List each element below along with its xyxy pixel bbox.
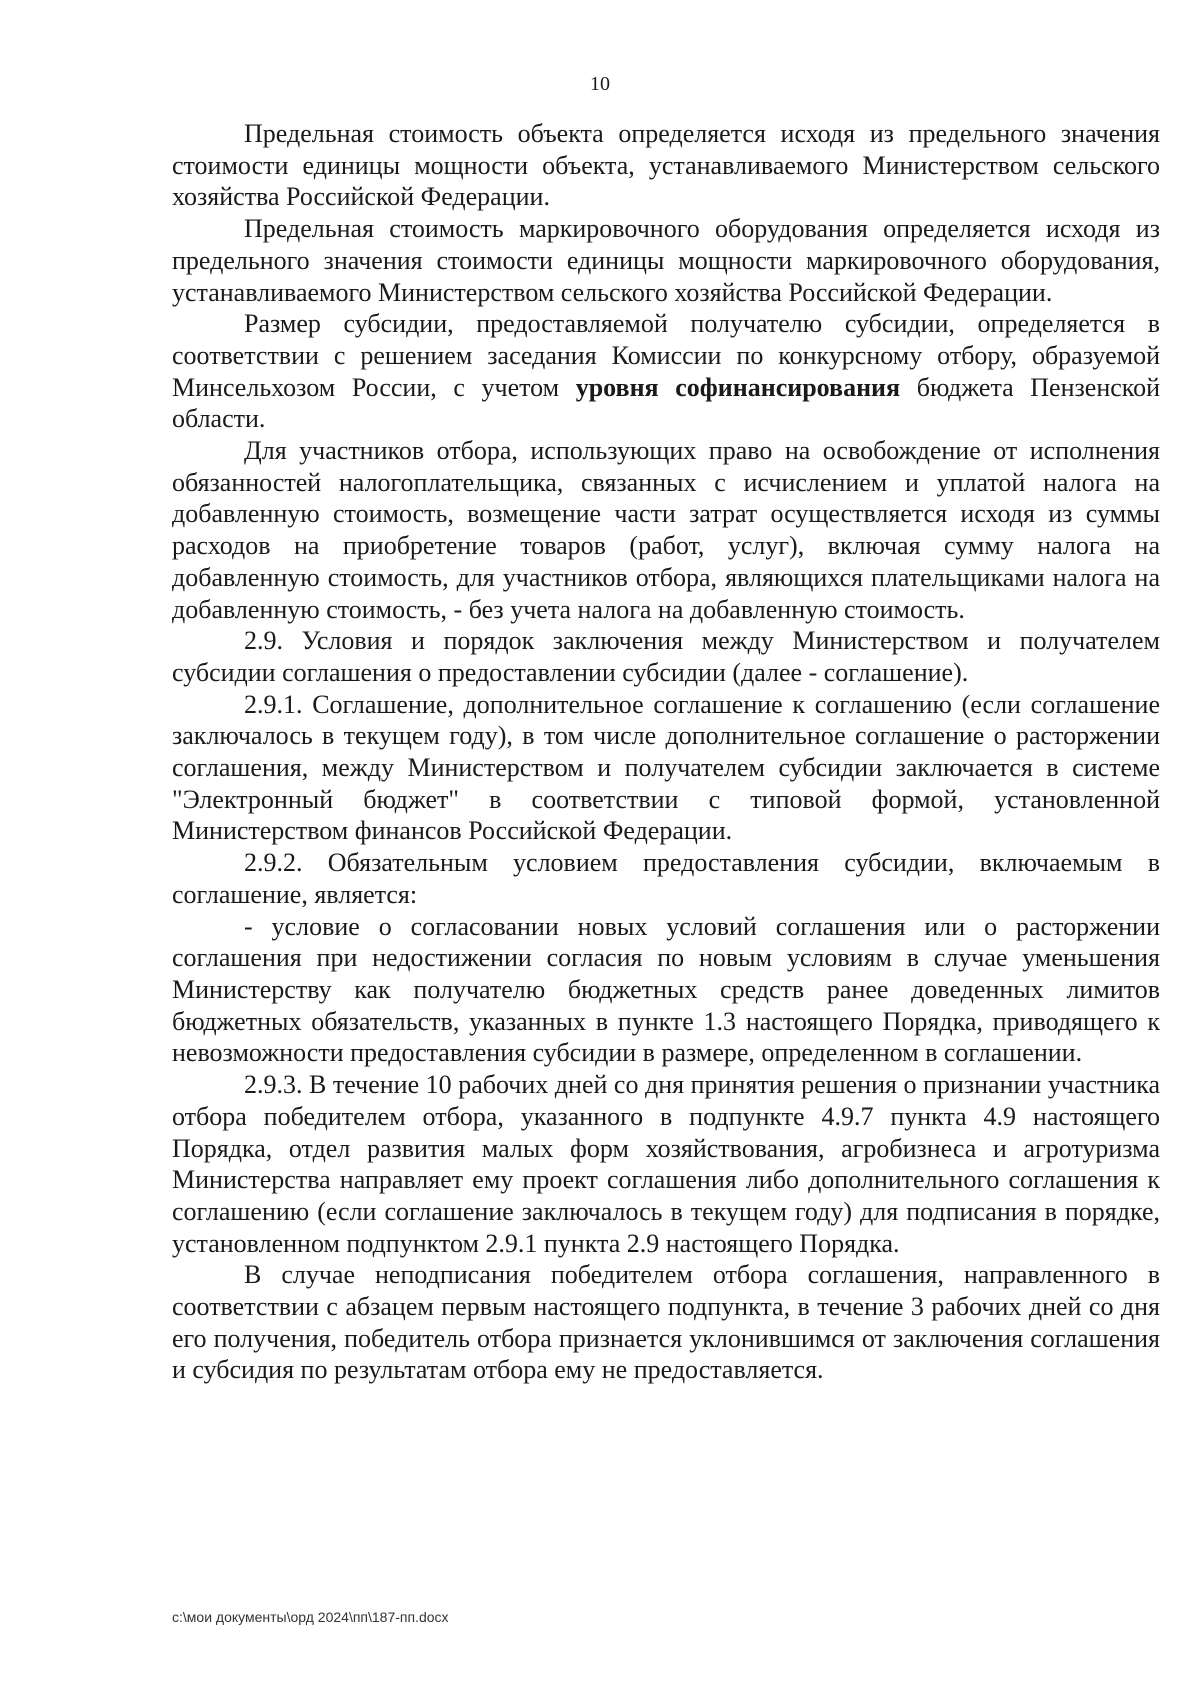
cofinancing-level-emphasis: уровня софинансирования xyxy=(575,372,901,402)
paragraph-condition-list-item: - условие о согласовании новых условий соглашения или о расторжении соглашения при недостижении согласия по новым условиям в случае уменьшения Министерству как получателю бюджетных средств ранее доведенных лимитов бюджетных обязательств, указанных в пункте 1.3 настоящего Порядка, приводящего к невозможности предоставления субсидии в размере, определенном в соглашении. xyxy=(172,911,1160,1068)
paragraph-max-marking-equipment-cost: Предельная стоимость маркировочного оборудования определяется исходя из предельного значения стоимости единицы мощности маркировочного оборудования, устанавливаемого Министерством сельского хозяйства Российской Федерации. xyxy=(172,214,1160,307)
paragraph-2-9-agreement-conditions: 2.9. Условия и порядок заключения между Министерством и получателем субсидии соглашения о предоставлении субсидии (далее - соглашение). xyxy=(172,626,1160,687)
subsidy-amount-text-start: Размер субсидии, предоставляемой получателю субсидии, определяется в соответствии с решением заседания Комиссии по конкурсному отбору, образуемой Минсельхозом России, с учетом xyxy=(172,309,1160,402)
subsidy-amount-text-end: бюджета Пензенской области. xyxy=(172,372,1160,434)
paragraph-2-9-1-agreement: 2.9.1. Соглашение, дополнительное соглашение к соглашению (если соглашение заключалось в текущем году), в том числе дополнительное соглашение о расторжении соглашения, между Министерством и получателем субсидии заключается в системе "Электронный бюджет" в соответствии с типовой формой, установленной Министерством финансов Российской Федерации. xyxy=(172,689,1160,846)
document-body xyxy=(172,118,1160,1386)
paragraph-subsidy-amount xyxy=(172,308,1160,435)
paragraph-2-9-2-mandatory-condition: 2.9.2. Обязательным условием предоставления субсидии, включаемым в соглашение, является: xyxy=(172,848,1160,909)
paragraph-vat-exemption: Для участников отбора, использующих право на освобождение от исполнения обязанностей налогоплательщика, связанных с исчислением и уплатой налога на добавленную стоимость, возмещение части затрат осуществляется исходя из суммы расходов на приобретение товаров (работ, услуг), включая сумму налога на добавленную стоимость, для участников отбора, являющихся плательщиками налога на добавленную стоимость, - без учета налога на добавленную стоимость. xyxy=(172,436,1160,624)
paragraph-non-signing: В случае неподписания победителем отбора соглашения, направленного в соответствии с абзацем первым настоящего подпункта, в течение 3 рабочих дней со дня его получения, победитель отбора признается уклонившимся от заключения соглашения и субсидия по результатам отбора ему не предоставляется. xyxy=(172,1260,1160,1385)
paragraph-2-9-3-ten-days: 2.9.3. В течение 10 рабочих дней со дня принятия решения о признании участника отбора победителем отбора, указанного в подпункте 4.9.7 пункта 4.9 настоящего Порядка, отдел развития малых форм хозяйствования, агробизнеса и агротуризма Министерства направляет ему проект соглашения либо дополнительного соглашения к соглашению (если соглашение заключалось в текущем году) для подписания в порядке, установленном подпунктом 2.9.1 пункта 2.9 настоящего Порядка. xyxy=(172,1070,1160,1258)
footer-file-path: c:\мои документы\орд 2024\пп\187-пп.docx xyxy=(172,1609,449,1625)
paragraph-max-object-cost: Предельная стоимость объекта определяется исходя из предельного значения стоимости единицы мощности объекта, устанавливаемого Министерством сельского хозяйства Российской Федерации. xyxy=(172,119,1160,212)
page-number: 10 xyxy=(590,73,610,95)
